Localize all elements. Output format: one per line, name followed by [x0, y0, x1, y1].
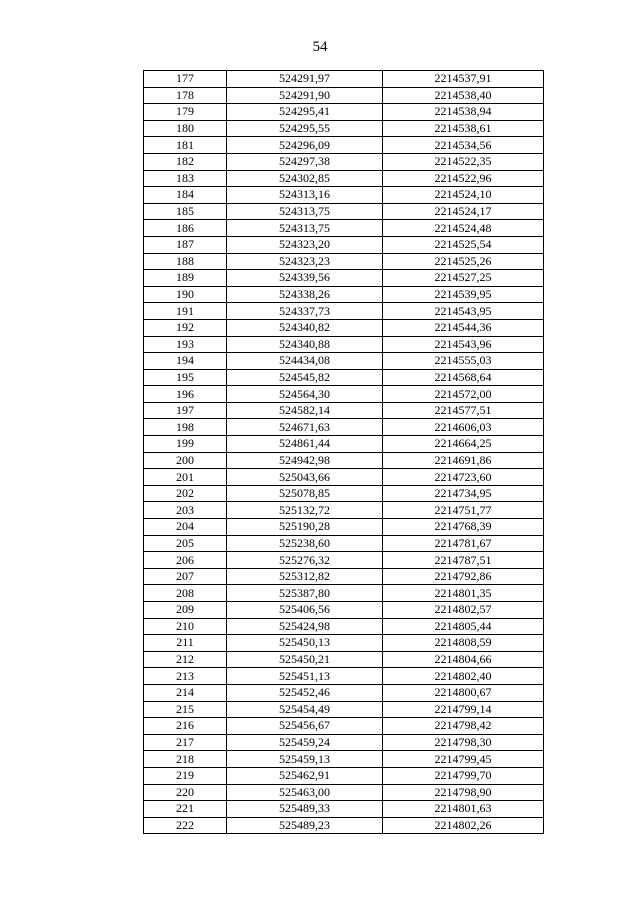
y-coordinate-cell: 2214691,86	[383, 452, 544, 469]
y-coordinate-cell: 2214522,96	[383, 170, 544, 187]
table-row	[144, 817, 544, 834]
table-row	[144, 718, 544, 735]
y-coordinate-cell: 2214534,56	[383, 137, 544, 154]
x-coordinate-cell: 524295,55	[227, 120, 383, 137]
x-coordinate-cell: 524291,90	[227, 87, 383, 104]
x-coordinate-cell: 525406,56	[227, 602, 383, 619]
table-row	[144, 734, 544, 751]
x-coordinate-cell: 524297,38	[227, 153, 383, 170]
x-coordinate-cell: 524545,82	[227, 369, 383, 386]
point-number-cell: 208	[144, 585, 227, 602]
point-number-cell: 221	[144, 801, 227, 818]
point-number-cell: 220	[144, 784, 227, 801]
table-row	[144, 602, 544, 619]
y-coordinate-cell: 2214804,66	[383, 651, 544, 668]
point-number-cell: 211	[144, 635, 227, 652]
y-coordinate-cell: 2214801,63	[383, 801, 544, 818]
point-number-cell: 180	[144, 120, 227, 137]
y-coordinate-cell: 2214798,90	[383, 784, 544, 801]
point-number-cell: 215	[144, 701, 227, 718]
x-coordinate-cell: 525190,28	[227, 519, 383, 536]
point-number-cell: 185	[144, 203, 227, 220]
x-coordinate-cell: 525489,23	[227, 817, 383, 834]
y-coordinate-cell: 2214781,67	[383, 535, 544, 552]
point-number-cell: 207	[144, 568, 227, 585]
x-coordinate-cell: 525456,67	[227, 718, 383, 735]
table-row	[144, 402, 544, 419]
table-row	[144, 187, 544, 204]
table-row	[144, 419, 544, 436]
table-row	[144, 618, 544, 635]
x-coordinate-cell: 525462,91	[227, 767, 383, 784]
y-coordinate-cell: 2214799,70	[383, 767, 544, 784]
y-coordinate-cell: 2214799,14	[383, 701, 544, 718]
y-coordinate-cell: 2214522,35	[383, 153, 544, 170]
y-coordinate-cell: 2214543,96	[383, 336, 544, 353]
point-number-cell: 181	[144, 137, 227, 154]
point-number-cell: 178	[144, 87, 227, 104]
x-coordinate-cell: 524942,98	[227, 452, 383, 469]
y-coordinate-cell: 2214543,95	[383, 303, 544, 320]
point-number-cell: 209	[144, 602, 227, 619]
table-row	[144, 668, 544, 685]
x-coordinate-cell: 524313,75	[227, 203, 383, 220]
point-number-cell: 216	[144, 718, 227, 735]
point-number-cell: 213	[144, 668, 227, 685]
x-coordinate-cell: 525387,80	[227, 585, 383, 602]
page-number: 54	[312, 39, 328, 55]
x-coordinate-cell: 525078,85	[227, 485, 383, 502]
table-row	[144, 303, 544, 320]
x-coordinate-cell: 524340,82	[227, 319, 383, 336]
y-coordinate-cell: 2214802,26	[383, 817, 544, 834]
table-row	[144, 104, 544, 121]
x-coordinate-cell: 525454,49	[227, 701, 383, 718]
y-coordinate-cell: 2214524,17	[383, 203, 544, 220]
point-number-cell: 187	[144, 236, 227, 253]
table-row	[144, 784, 544, 801]
point-number-cell: 179	[144, 104, 227, 121]
y-coordinate-cell: 2214568,64	[383, 369, 544, 386]
x-coordinate-cell: 524861,44	[227, 436, 383, 453]
x-coordinate-cell: 525459,13	[227, 751, 383, 768]
point-number-cell: 188	[144, 253, 227, 270]
table-row	[144, 286, 544, 303]
table-row	[144, 319, 544, 336]
point-number-cell: 222	[144, 817, 227, 834]
table-row	[144, 120, 544, 137]
table-row	[144, 369, 544, 386]
y-coordinate-cell: 2214524,10	[383, 187, 544, 204]
x-coordinate-cell: 525459,24	[227, 734, 383, 751]
point-number-cell: 205	[144, 535, 227, 552]
table-row	[144, 568, 544, 585]
x-coordinate-cell: 524582,14	[227, 402, 383, 419]
point-number-cell: 192	[144, 319, 227, 336]
point-number-cell: 191	[144, 303, 227, 320]
x-coordinate-cell: 524291,97	[227, 71, 383, 88]
point-number-cell: 194	[144, 353, 227, 370]
table-row	[144, 386, 544, 403]
x-coordinate-cell: 525489,33	[227, 801, 383, 818]
table-row	[144, 253, 544, 270]
x-coordinate-cell: 524323,20	[227, 236, 383, 253]
y-coordinate-cell: 2214527,25	[383, 270, 544, 287]
x-coordinate-cell: 525043,66	[227, 469, 383, 486]
table-row	[144, 485, 544, 502]
coordinates-table	[143, 70, 544, 834]
table-row	[144, 519, 544, 536]
point-number-cell: 197	[144, 402, 227, 419]
y-coordinate-cell: 2214538,61	[383, 120, 544, 137]
x-coordinate-cell: 524313,16	[227, 187, 383, 204]
point-number-cell: 203	[144, 502, 227, 519]
point-number-cell: 196	[144, 386, 227, 403]
table-row	[144, 701, 544, 718]
table-row	[144, 801, 544, 818]
x-coordinate-cell: 525450,21	[227, 651, 383, 668]
table-row	[144, 751, 544, 768]
y-coordinate-cell: 2214525,26	[383, 253, 544, 270]
y-coordinate-cell: 2214800,67	[383, 684, 544, 701]
table-row	[144, 651, 544, 668]
y-coordinate-cell: 2214723,60	[383, 469, 544, 486]
x-coordinate-cell: 525451,13	[227, 668, 383, 685]
point-number-cell: 212	[144, 651, 227, 668]
point-number-cell: 195	[144, 369, 227, 386]
table-row	[144, 635, 544, 652]
table-row	[144, 585, 544, 602]
point-number-cell: 177	[144, 71, 227, 88]
x-coordinate-cell: 524338,26	[227, 286, 383, 303]
point-number-cell: 182	[144, 153, 227, 170]
y-coordinate-cell: 2214555,03	[383, 353, 544, 370]
table-row	[144, 452, 544, 469]
y-coordinate-cell: 2214538,40	[383, 87, 544, 104]
y-coordinate-cell: 2214802,40	[383, 668, 544, 685]
table-row	[144, 153, 544, 170]
table-row	[144, 535, 544, 552]
point-number-cell: 204	[144, 519, 227, 536]
x-coordinate-cell: 524434,08	[227, 353, 383, 370]
x-coordinate-cell: 524302,85	[227, 170, 383, 187]
table-row	[144, 71, 544, 88]
table-row	[144, 469, 544, 486]
point-number-cell: 210	[144, 618, 227, 635]
x-coordinate-cell: 525132,72	[227, 502, 383, 519]
table-row	[144, 170, 544, 187]
point-number-cell: 218	[144, 751, 227, 768]
x-coordinate-cell: 524323,23	[227, 253, 383, 270]
point-number-cell: 217	[144, 734, 227, 751]
table-row	[144, 684, 544, 701]
y-coordinate-cell: 2214805,44	[383, 618, 544, 635]
x-coordinate-cell: 525463,00	[227, 784, 383, 801]
table-row	[144, 336, 544, 353]
y-coordinate-cell: 2214801,35	[383, 585, 544, 602]
y-coordinate-cell: 2214787,51	[383, 552, 544, 569]
y-coordinate-cell: 2214768,39	[383, 519, 544, 536]
y-coordinate-cell: 2214525,54	[383, 236, 544, 253]
x-coordinate-cell: 524564,30	[227, 386, 383, 403]
y-coordinate-cell: 2214537,91	[383, 71, 544, 88]
y-coordinate-cell: 2214751,77	[383, 502, 544, 519]
x-coordinate-cell: 525424,98	[227, 618, 383, 635]
point-number-cell: 186	[144, 220, 227, 237]
x-coordinate-cell: 524313,75	[227, 220, 383, 237]
x-coordinate-cell: 524296,09	[227, 137, 383, 154]
point-number-cell: 201	[144, 469, 227, 486]
x-coordinate-cell: 525238,60	[227, 535, 383, 552]
y-coordinate-cell: 2214539,95	[383, 286, 544, 303]
point-number-cell: 190	[144, 286, 227, 303]
table-row	[144, 552, 544, 569]
point-number-cell: 202	[144, 485, 227, 502]
y-coordinate-cell: 2214524,48	[383, 220, 544, 237]
table-row	[144, 502, 544, 519]
table-row	[144, 767, 544, 784]
y-coordinate-cell: 2214792,86	[383, 568, 544, 585]
point-number-cell: 189	[144, 270, 227, 287]
x-coordinate-cell: 524337,73	[227, 303, 383, 320]
x-coordinate-cell: 525450,13	[227, 635, 383, 652]
y-coordinate-cell: 2214798,30	[383, 734, 544, 751]
table-row	[144, 87, 544, 104]
table-row	[144, 270, 544, 287]
point-number-cell: 200	[144, 452, 227, 469]
x-coordinate-cell: 525312,82	[227, 568, 383, 585]
table-row	[144, 220, 544, 237]
coordinates-table-body	[144, 71, 544, 834]
y-coordinate-cell: 2214664,25	[383, 436, 544, 453]
point-number-cell: 183	[144, 170, 227, 187]
table-row	[144, 353, 544, 370]
y-coordinate-cell: 2214808,59	[383, 635, 544, 652]
y-coordinate-cell: 2214572,00	[383, 386, 544, 403]
point-number-cell: 219	[144, 767, 227, 784]
point-number-cell: 214	[144, 684, 227, 701]
x-coordinate-cell: 524339,56	[227, 270, 383, 287]
y-coordinate-cell: 2214606,03	[383, 419, 544, 436]
table-row	[144, 203, 544, 220]
y-coordinate-cell: 2214799,45	[383, 751, 544, 768]
x-coordinate-cell: 524671,63	[227, 419, 383, 436]
point-number-cell: 184	[144, 187, 227, 204]
y-coordinate-cell: 2214577,51	[383, 402, 544, 419]
y-coordinate-cell: 2214798,42	[383, 718, 544, 735]
y-coordinate-cell: 2214544,36	[383, 319, 544, 336]
point-number-cell: 198	[144, 419, 227, 436]
x-coordinate-cell: 525276,32	[227, 552, 383, 569]
point-number-cell: 193	[144, 336, 227, 353]
point-number-cell: 206	[144, 552, 227, 569]
table-row	[144, 436, 544, 453]
x-coordinate-cell: 525452,46	[227, 684, 383, 701]
point-number-cell: 199	[144, 436, 227, 453]
table-row	[144, 236, 544, 253]
x-coordinate-cell: 524295,41	[227, 104, 383, 121]
y-coordinate-cell: 2214802,57	[383, 602, 544, 619]
table-row	[144, 137, 544, 154]
y-coordinate-cell: 2214538,94	[383, 104, 544, 121]
x-coordinate-cell: 524340,88	[227, 336, 383, 353]
y-coordinate-cell: 2214734,95	[383, 485, 544, 502]
